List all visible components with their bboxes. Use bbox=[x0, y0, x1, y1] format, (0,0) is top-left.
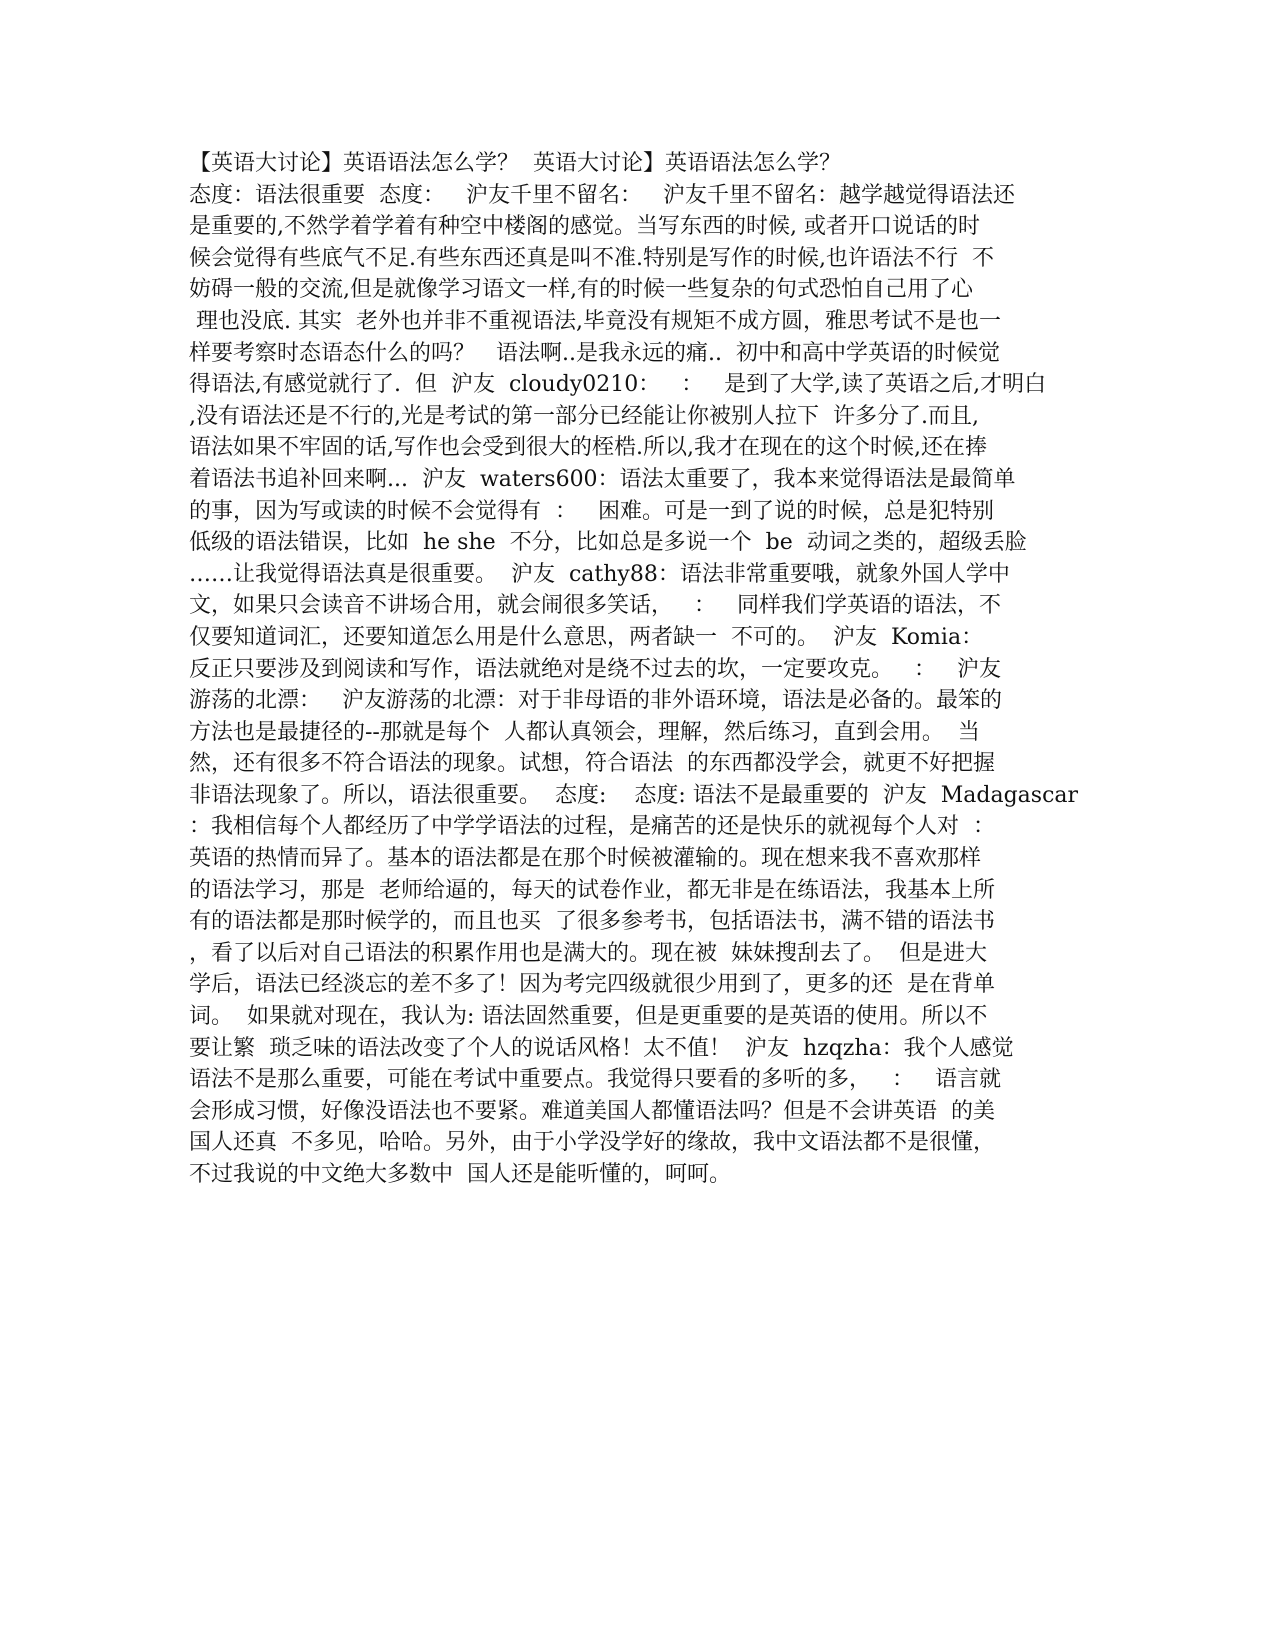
text-line: 反正只要涉及到阅读和写作，语法就绝对是绕不过去的坎，一定要攻克。 ： 沪友 bbox=[189, 656, 1001, 682]
text-line: 态度：语法很重要 态度： 沪友千里不留名： 沪友千里不留名：越学越觉得语法还 bbox=[189, 182, 1015, 208]
text-line: 游荡的北漂： 沪友游荡的北漂：对于非母语的非外语环境，语法是必备的。最笨的 bbox=[189, 688, 1002, 714]
text-line: ，看了以后对自己语法的积累作用也是满大的。现在被 妹妹搜刮去了。 但是进大 bbox=[189, 940, 987, 966]
text-line: 低级的语法错误，比如 he she 不分，比如总是多说一个 be 动词之类的，超级丢脸 bbox=[189, 530, 1027, 556]
text-line: ：我相信每个人都经历了中学学语法的过程，是痛苦的还是快乐的就视每个人对 ： bbox=[189, 814, 995, 840]
text-line: 英语的热情而异了。基本的语法都是在那个时候被灌输的。现在想来我不喜欢那样 bbox=[189, 846, 982, 872]
text-line: 非语法现象了。所以，语法很重要。 态度: 态度: 语法不是最重要的 沪友 Madagascar bbox=[189, 782, 1079, 808]
text-line: 国人还真 不多见，哈哈。另外，由于小学没学好的缘故，我中文语法都不是很懂， bbox=[189, 1130, 995, 1156]
text-line: 着语法书追补回来啊... 沪友 waters600：语法太重要了，我本来觉得语法是最简单 bbox=[189, 466, 1016, 492]
text-line: 仅要知道词汇，还要知道怎么用是什么意思，两者缺一 不可的。 沪友 Komia： bbox=[189, 624, 984, 650]
text-line: ……让我觉得语法真是很重要。 沪友 cathy88：语法非常重要哦，就象外国人学中 bbox=[189, 561, 1010, 587]
text-line: 候会觉得有些底气不足.有些东西还真是叫不准.特别是写作的时候,也许语法不行 不 bbox=[189, 245, 994, 271]
article-body bbox=[189, 148, 1119, 1191]
article-title-line: 【英语大讨论】英语语法怎么学？ 英语大讨论】英语语法怎么学？ bbox=[189, 151, 841, 176]
text-line: ,没有语法还是不行的,光是考试的第一部分已经能让你被别人拉下 许多分了.而且, bbox=[189, 403, 979, 429]
text-line: 语法如果不牢固的话,写作也会受到很大的桎梏.所以,我才在现在的这个时候,还在捧 bbox=[189, 435, 987, 461]
text-line: 得语法,有感觉就行了. 但 沪友 cloudy0210： ： 是到了大学,读了英语之后,才明白 bbox=[189, 372, 1047, 398]
text-line: 样要考察时态语态什么的吗？ 语法啊..是我永远的痛.. 初中和高中学英语的时候觉 bbox=[189, 340, 1000, 366]
text-line: 文，如果只会读音不讲场合用，就会闹很多笑话， ： 同样我们学英语的语法，不 bbox=[189, 593, 1001, 619]
text-line: 不过我说的中文绝大多数中 国人还是能听懂的，呵呵。 bbox=[189, 1162, 731, 1187]
text-line: 妨碍一般的交流,但是就像学习语文一样,有的时候一些复杂的句式恐怕自己用了心 bbox=[189, 277, 973, 303]
text-line: 会形成习惯，好像没语法也不要紧。难道美国人都懂语法吗？但是不会讲英语 的美 bbox=[189, 1098, 995, 1124]
text-line: 学后，语法已经淡忘的差不多了！因为考完四级就很少用到了，更多的还 是在背单 bbox=[189, 972, 995, 998]
text-line: 方法也是最捷径的--那就是每个 人都认真领会，理解，然后练习，直到会用。 当 bbox=[189, 719, 980, 745]
text-line: 是重要的,不然学着学着有种空中楼阁的感觉。当写东西的时候, 或者开口说话的时 bbox=[189, 214, 980, 240]
text-line: 的语法学习，那是 老师给逼的，每天的试卷作业，都无非是在练语法，我基本上所 bbox=[189, 877, 995, 903]
text-line: 语法不是那么重要，可能在考试中重要点。我觉得只要看的多听的多， ： 语言就 bbox=[189, 1067, 1001, 1093]
text-line: 然，还有很多不符合语法的现象。试想，符合语法 的东西都没学会，就更不好把握 bbox=[189, 751, 995, 777]
text-line: 要让繁 琐乏味的语法改变了个人的说话风格！太不值！ 沪友 hzqzha：我个人感觉 bbox=[189, 1035, 1014, 1061]
text-line: 理也没底. 其实 老外也并非不重视语法,毕竟没有规矩不成方圆，雅思考试不是也一 bbox=[189, 308, 1001, 334]
text-line: 有的语法都是那时候学的，而且也买 了很多参考书，包括语法书，满不错的语法书 bbox=[189, 909, 995, 935]
text-line: 的事，因为写或读的时候不会觉得有 ： 困难。可是一到了说的时候，总是犯特别 bbox=[189, 498, 994, 524]
text-line: 词。 如果就对现在，我认为: 语法固然重要，但是更重要的是英语的使用。所以不 bbox=[189, 1004, 988, 1030]
